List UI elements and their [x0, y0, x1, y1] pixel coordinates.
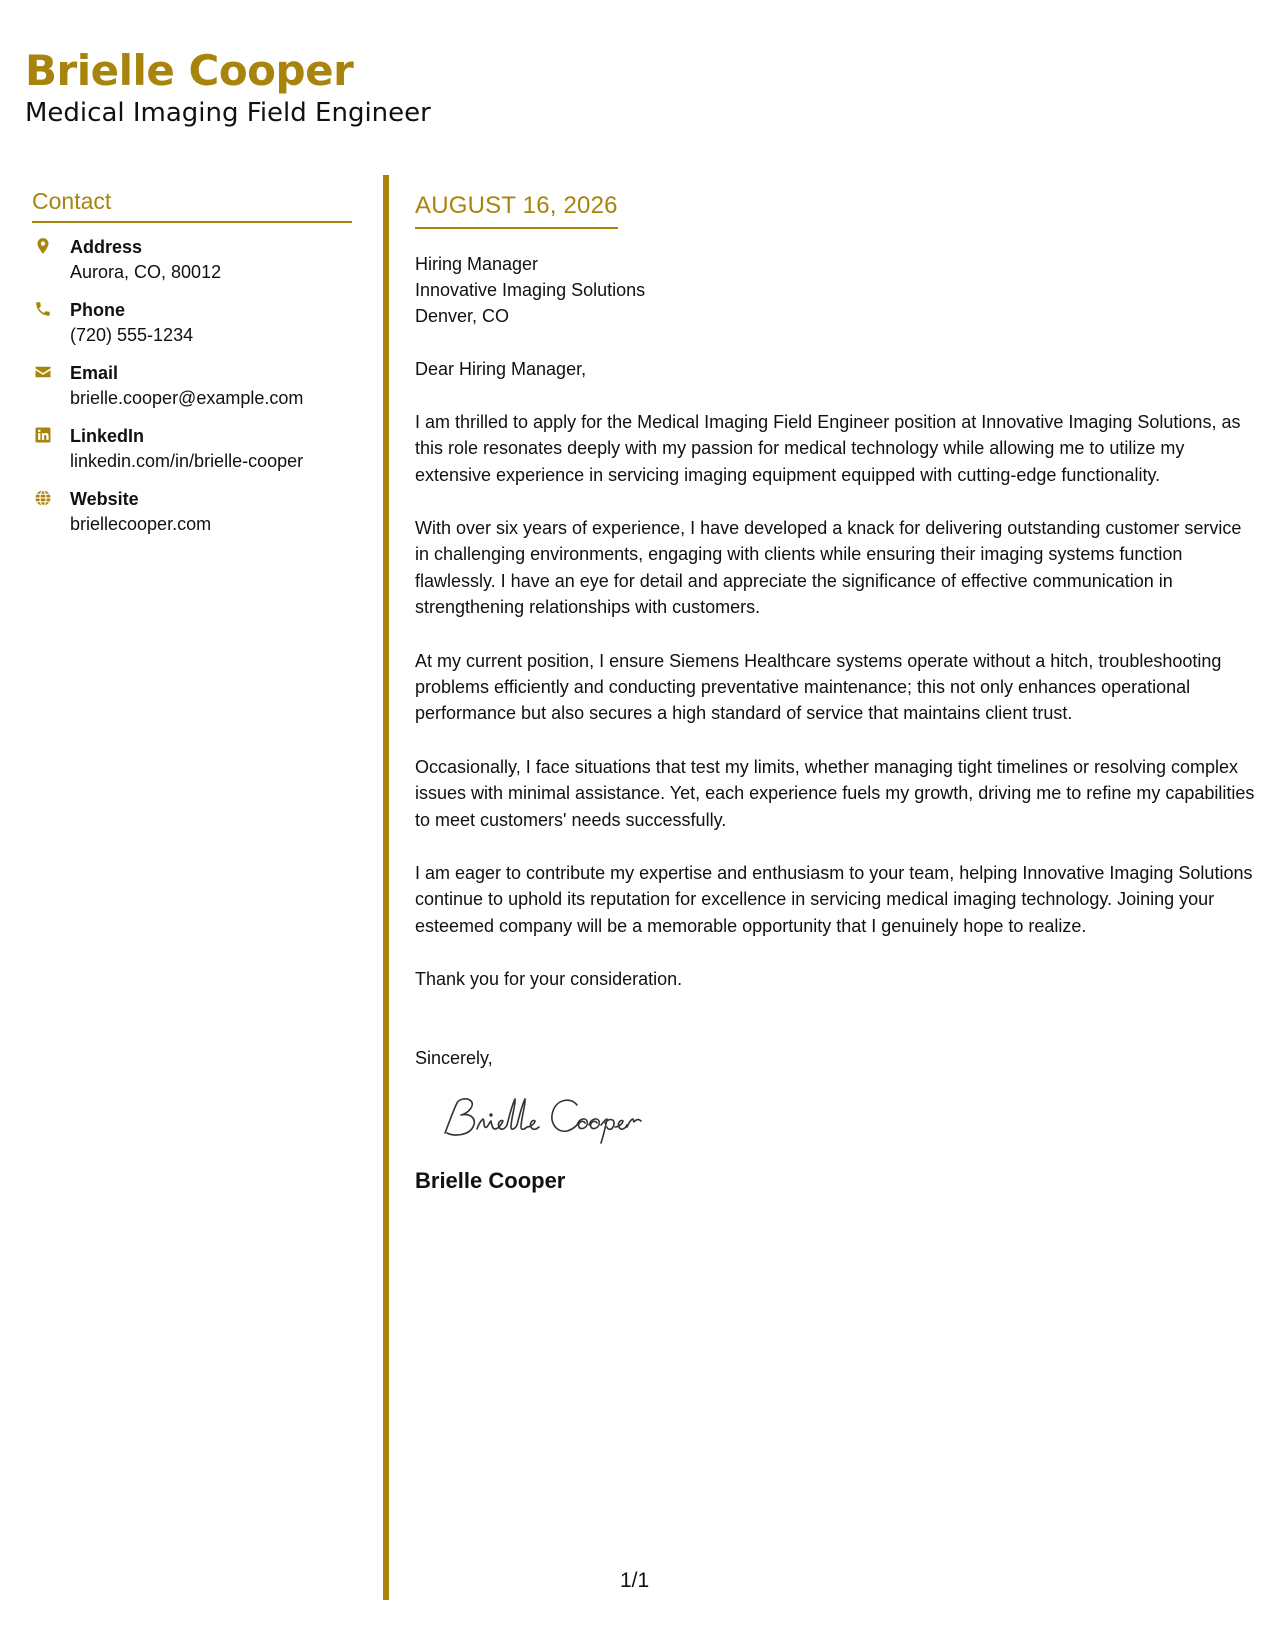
recipient-block — [415, 251, 1255, 329]
letter-date: AUGUST 16, 2026 — [415, 192, 618, 229]
contact-item-email — [32, 361, 352, 424]
contact-item-website — [32, 487, 352, 550]
envelope-icon — [34, 363, 52, 381]
vertical-divider — [383, 175, 389, 1600]
letter-body — [415, 192, 1255, 1195]
contact-item-address — [32, 235, 352, 298]
recipient-line: Innovative Imaging Solutions — [415, 279, 646, 300]
salutation: Dear Hiring Manager, — [415, 358, 587, 379]
map-pin-icon — [34, 237, 52, 255]
letter-paragraph: Occasionally, I face situations that test my limits, whether managing tight timelines or resolving complex issues with minimal assistance. Yet, each experience fuels my growth, driving me to refine my capabilities to meet customers' needs successfully. — [415, 756, 1255, 830]
letter-paragraph: I am eager to contribute my expertise and enthusiasm to your team, helping Innovative Imaging Solutions continue to uphold its reputation for excellence in servicing medical imaging technology. Joining your esteemed company will be a memorable opportunity that I genuinely hope to realize. — [415, 863, 1253, 936]
globe-icon — [34, 489, 52, 507]
contact-label: Phone — [70, 299, 126, 320]
contact-value[interactable]: brielle.cooper@example.com — [70, 387, 304, 408]
handwritten-signature — [439, 1089, 659, 1149]
contact-label: LinkedIn — [70, 425, 145, 446]
contact-label: Website — [70, 488, 139, 509]
recipient-line: Hiring Manager — [415, 253, 539, 274]
contact-value: Aurora, CO, 80012 — [70, 261, 222, 282]
contact-label: Email — [70, 362, 119, 383]
letter-paragraph: At my current position, I ensure Siemens Healthcare systems operate without a hitch, troubleshooting problems efficiently and conducting preventative maintenance; this not only enhances operational performance but also secures a high standard of service that maintains client trust. — [415, 650, 1222, 724]
linkedin-icon — [34, 426, 52, 444]
phone-icon — [34, 300, 52, 318]
contact-value: (720) 555-1234 — [70, 324, 194, 345]
contact-sidebar — [32, 188, 352, 550]
signoff: Sincerely, — [415, 1048, 493, 1069]
candidate-name: Brielle Cooper — [25, 46, 354, 95]
signed-name: Brielle Cooper — [415, 1168, 566, 1194]
contact-label: Address — [70, 236, 143, 257]
job-title: Medical Imaging Field Engineer — [25, 98, 431, 128]
contact-value[interactable]: linkedin.com/in/brielle-cooper — [70, 450, 304, 471]
letter-paragraph: With over six years of experience, I have developed a knack for delivering outstanding customer service in challenging environments, engaging with clients while ensuring their imaging systems function flawlessly. I have an eye for detail and appreciate the significance of effective communication in strengthening relationships with customers. — [415, 518, 1242, 618]
letter-paragraph: I am thrilled to apply for the Medical Imaging Field Engineer position at Innovative Imaging Solutions, as this role resonates deeply with my passion for medical technology while allowing me to utilize my extensive experience in servicing imaging equipment equipped with cutting-edge functionality. — [415, 411, 1241, 485]
contact-heading: Contact — [32, 188, 352, 223]
recipient-line: Denver, CO — [415, 305, 510, 326]
contact-item-linkedin — [32, 424, 352, 487]
contact-item-phone — [32, 298, 352, 361]
page-number: 1/1 — [620, 1569, 650, 1592]
contact-list — [32, 235, 352, 550]
closing-line: Thank you for your consideration. — [415, 969, 683, 990]
contact-value[interactable]: briellecooper.com — [70, 513, 212, 534]
